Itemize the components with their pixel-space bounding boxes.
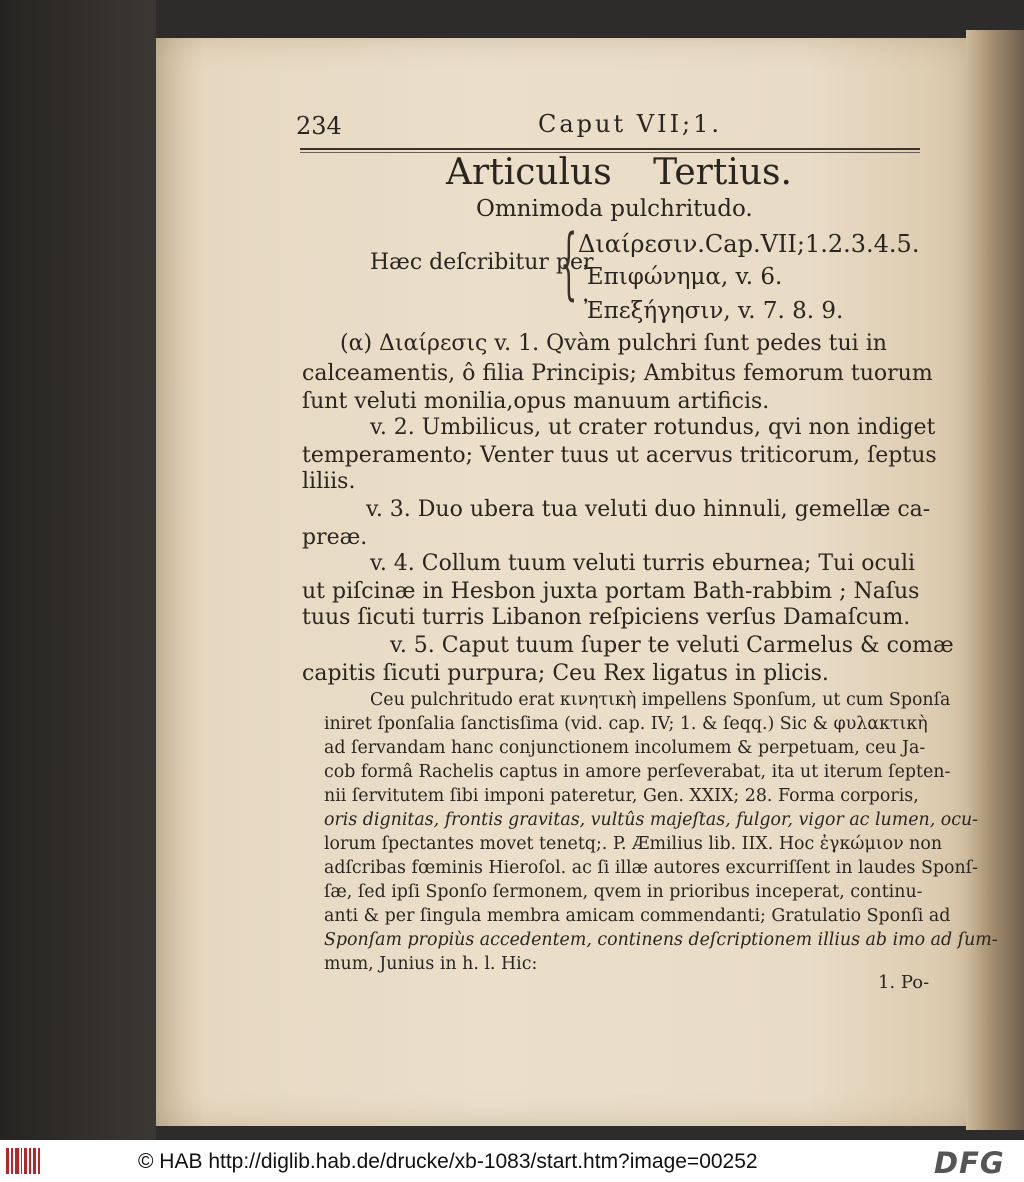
page-number: 234 (296, 112, 342, 140)
commentary-line-2: iniret ſponſalia ſanctisſima (vid. cap. IV; 1. & ſeqq.) Sic & φυλακτικὴ (324, 714, 928, 734)
division-lead: Hæc deſcribitur per (370, 250, 594, 275)
commentary-line-12: mum, Junius in h. l. Hic: (324, 954, 538, 974)
page-edge (966, 30, 1024, 1130)
verse-line-13: capitis ſicuti purpura; Ceu Rex ligatus in plicis. (302, 661, 829, 686)
article-title: Articulus Tertius. (446, 152, 792, 193)
verse-line-7: v. 3. Duo ubera tua veluti duo hinnuli, gemellæ ca- (366, 497, 931, 522)
scan-background-left (0, 0, 156, 1140)
commentary-line-10: anti & per ſingula membra amicam commendanti; Gratulatio Sponſi ad (324, 906, 951, 926)
commentary-line-4: cob formâ Rachelis captus in amore perſeverabat, ita ut iterum ſepten- (324, 762, 951, 782)
commentary-line-6: oris dignitas, frontis gravitas, vultûs majeſtas, fulgor, vigor ac lumen, ocu- (324, 810, 979, 830)
verse-line-6: liliis. (302, 469, 356, 494)
header-rule (300, 148, 920, 150)
verse-line-5: temperamento; Venter tuus ut acervus triticorum, ſeptus (302, 443, 937, 468)
verse-line-10: ut piſcinæ in Hesbon juxta portam Bath-rabbim ; Naſus (302, 579, 920, 604)
division-item-3: Ἐπεξήγησιν, v. 7. 8. 9. (584, 298, 844, 324)
commentary-line-3: ad ſervandam hanc conjunctionem incolumem & perpetuam, ceu Ja- (324, 738, 926, 758)
running-head: Caput VII;1. (538, 110, 723, 138)
verse-line-1: (α) Διαίρεσις v. 1. Qvàm pulchri ſunt pedes tui in (340, 331, 887, 356)
verse-line-8: preæ. (302, 525, 368, 550)
hab-barcode-icon (6, 1148, 40, 1174)
dfg-logo: DFG (934, 1146, 1005, 1180)
division-item-1: Διαίρεσιν.Cap.VII;1.2.3.4.5. (578, 230, 920, 258)
division-brace: { (560, 219, 578, 309)
verse-line-3: ſunt veluti monilia,opus manuum artificis. (302, 389, 770, 414)
verse-line-11: tuus ſicuti turris Libanon reſpiciens verſus Damaſcum. (302, 605, 911, 630)
footer-credit-link[interactable]: © HAB http://diglib.hab.de/drucke/xb-1083/start.htm?image=00252 (138, 1150, 758, 1173)
commentary-line-11: Sponſam propiùs accedentem, continens deſcriptionem illius ab imo ad ſum- (324, 930, 998, 950)
commentary-line-9: ſæ, ſed ipſi Sponſo ſermonem, qvem in prioribus inceperat, continu- (324, 882, 923, 902)
division-item-2: Ἐπιφώνημα, v. 6. (584, 264, 783, 290)
verse-line-12: v. 5. Caput tuum ſuper te veluti Carmelus & comæ (390, 633, 954, 658)
commentary-line-8: adſcribas fœminis Hieroſol. ac ſi illæ autores excurriſſent in laudes Sponſ- (324, 858, 978, 878)
verse-line-9: v. 4. Collum tuum veluti turris eburnea; Tui oculi (370, 551, 916, 576)
commentary-line-1: Ceu pulchritudo erat κινητικὴ impellens Sponſum, ut cum Sponſa (370, 690, 951, 710)
commentary-line-5: nii ſervitutem ſibi imponi pateretur, Gen. XXIX; 28. Forma corporis, (324, 786, 919, 806)
catchword: 1. Po- (878, 972, 930, 993)
verse-line-4: v. 2. Umbilicus, ut crater rotundus, qvi non indiget (370, 415, 936, 440)
commentary-line-7: lorum ſpectantes movet tenetq;. P. Æmilius lib. IIX. Hoc ἐγκώμιον non (324, 834, 943, 854)
article-subtitle: Omnimoda pulchritudo. (476, 196, 753, 222)
verse-line-2: calceamentis, ô filia Principis; Ambitus femorum tuorum (302, 361, 933, 386)
